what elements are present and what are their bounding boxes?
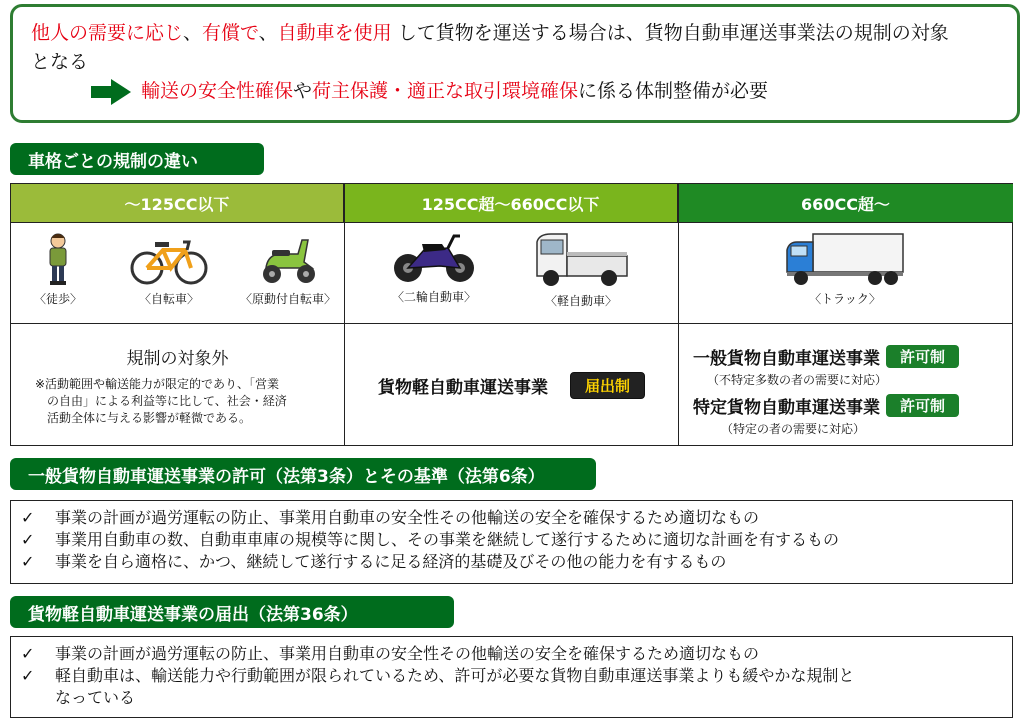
vehicle-bicycle-caption: 〈自転車〉	[138, 292, 199, 306]
kei-truck-icon	[531, 232, 631, 288]
col2-body	[345, 324, 678, 446]
vehicle-kei-truck-caption: 〈軽自動車〉	[544, 294, 617, 308]
col3-specific-tag: 許可制	[886, 394, 959, 417]
vehicle-truck	[785, 232, 905, 307]
col1-note-line2: の自由」による利益等に比して、社会・経済	[47, 394, 287, 408]
vehicle-class-table	[10, 183, 1013, 446]
intro-text-run: 自動車を使用	[277, 22, 392, 44]
col3-general-name: 一般貨物自動車運送事業	[693, 349, 880, 369]
col3-specific-name: 特定貨物自動車運送事業	[693, 398, 880, 418]
col3-general-sub: （不特定多数の者の需要に対応）	[707, 373, 888, 387]
col-header-1	[11, 184, 344, 222]
list-item	[21, 643, 1002, 665]
list-item-text: 事業用自動車の数、自動車車庫の規模等に関し、その事業を継続して遂行するために適切な計画を有するもの	[55, 530, 840, 549]
pedestrian-icon	[41, 232, 75, 286]
intro-text-run: に係る体制整備が必要	[578, 80, 769, 102]
col-header-1-label: ～125CC以下	[124, 194, 230, 214]
list-item-text: 事業の計画が過労運転の防止、事業用自動車の安全性その他輸送の安全を確保するため適切なもの	[55, 644, 760, 663]
section-title-vehicle-class: 車格ごとの規制の違い	[10, 143, 264, 175]
col1-body	[11, 324, 344, 446]
moped-icon	[258, 232, 318, 286]
intro-text-run: して貨物を運送する場合は、貨物自動車運送事業法の規制の対象	[391, 22, 949, 44]
intro-text-run: 、	[183, 22, 203, 44]
right-arrow-icon	[91, 79, 131, 105]
list-item-text: なっている	[55, 688, 136, 707]
col-header-2	[344, 184, 678, 222]
col1-body-note	[11, 376, 344, 427]
section-title-light-notification: 貨物軽自動車運送事業の届出（法第36条）	[10, 596, 454, 628]
light-notification-list	[10, 636, 1013, 718]
intro-line3	[91, 77, 1003, 106]
col1-note-line3: 活動全体に与える影響が軽微である。	[47, 411, 252, 425]
col3-general	[693, 344, 1013, 369]
list-item-text: 事業を自ら適格に、かつ、継続して遂行するに足る経済的基礎及びその他の能力を有するもの	[55, 552, 727, 571]
bicycle-icon	[129, 236, 209, 286]
list-item	[21, 529, 1002, 551]
motorcycle-icon	[392, 232, 476, 284]
check-icon: ✓	[21, 552, 35, 571]
col-header-3-label: 660CC超～	[801, 194, 890, 214]
check-icon: ✓	[21, 644, 35, 663]
vehicle-truck-caption: 〈トラック〉	[809, 292, 881, 306]
col1-body-title: 規制の対象外	[126, 349, 229, 369]
list-item-text: 事業の計画が過労運転の防止、事業用自動車の安全性その他輸送の安全を確保するため適切なもの	[55, 508, 760, 527]
intro-line1	[31, 19, 1003, 48]
check-icon: ✓	[21, 666, 35, 685]
section-title-general-license: 一般貨物自動車運送事業の許可（法第3条）とその基準（法第6条）	[10, 458, 596, 490]
col3-body	[679, 324, 1013, 446]
intro-text-run: や	[293, 80, 313, 102]
col3-specific	[693, 393, 1013, 418]
list-item-text: 軽自動車は、輸送能力や行動範囲が限られているため、許可が必要な貨物自動車運送事業よりも緩やかな規制と	[55, 666, 855, 685]
vehicle-bicycle	[119, 236, 219, 307]
intro-text-run: 他人の需要に応じ	[31, 22, 184, 44]
list-item	[21, 687, 1002, 709]
col-header-3	[678, 184, 1013, 222]
intro-text-run: 有償で	[202, 22, 259, 44]
vehicle-kei-truck	[526, 232, 636, 309]
intro-text-run: 荷主保護・適正な取引環境確保	[312, 80, 579, 102]
col1-note-line1: ※活動範囲や輸送能力が限定的であり、「営業	[35, 377, 280, 391]
vehicle-moped-caption: 〈原動付自転車〉	[239, 292, 336, 306]
list-item	[21, 551, 1002, 573]
intro-box	[10, 4, 1020, 123]
vehicle-walk	[23, 232, 93, 307]
vehicle-motorcycle	[384, 232, 484, 305]
col3-general-tag: 許可制	[886, 345, 959, 368]
general-license-criteria-list	[10, 500, 1013, 584]
check-icon: ✓	[21, 530, 35, 549]
check-icon: ✓	[21, 508, 35, 527]
intro-text-run: 輸送の安全性確保	[141, 80, 294, 102]
intro-line3-text	[141, 77, 768, 106]
list-item	[21, 507, 1002, 529]
intro-line2: となる	[31, 51, 89, 73]
col3-specific-sub: （特定の者の需要に対応）	[721, 422, 866, 436]
list-item	[21, 665, 1002, 687]
vehicle-moped	[233, 232, 343, 307]
vehicle-walk-caption: 〈徒歩〉	[33, 292, 82, 306]
truck-icon	[785, 232, 905, 286]
intro-text-run: 、	[258, 22, 278, 44]
col2-business-name: 貨物軽自動車運送事業	[377, 377, 548, 398]
col2-notification-tag: 届出制	[570, 372, 645, 399]
col-header-2-label: 125CC超～660CC以下	[421, 194, 600, 214]
vehicle-motorcycle-caption: 〈二輪自動車〉	[391, 290, 476, 304]
